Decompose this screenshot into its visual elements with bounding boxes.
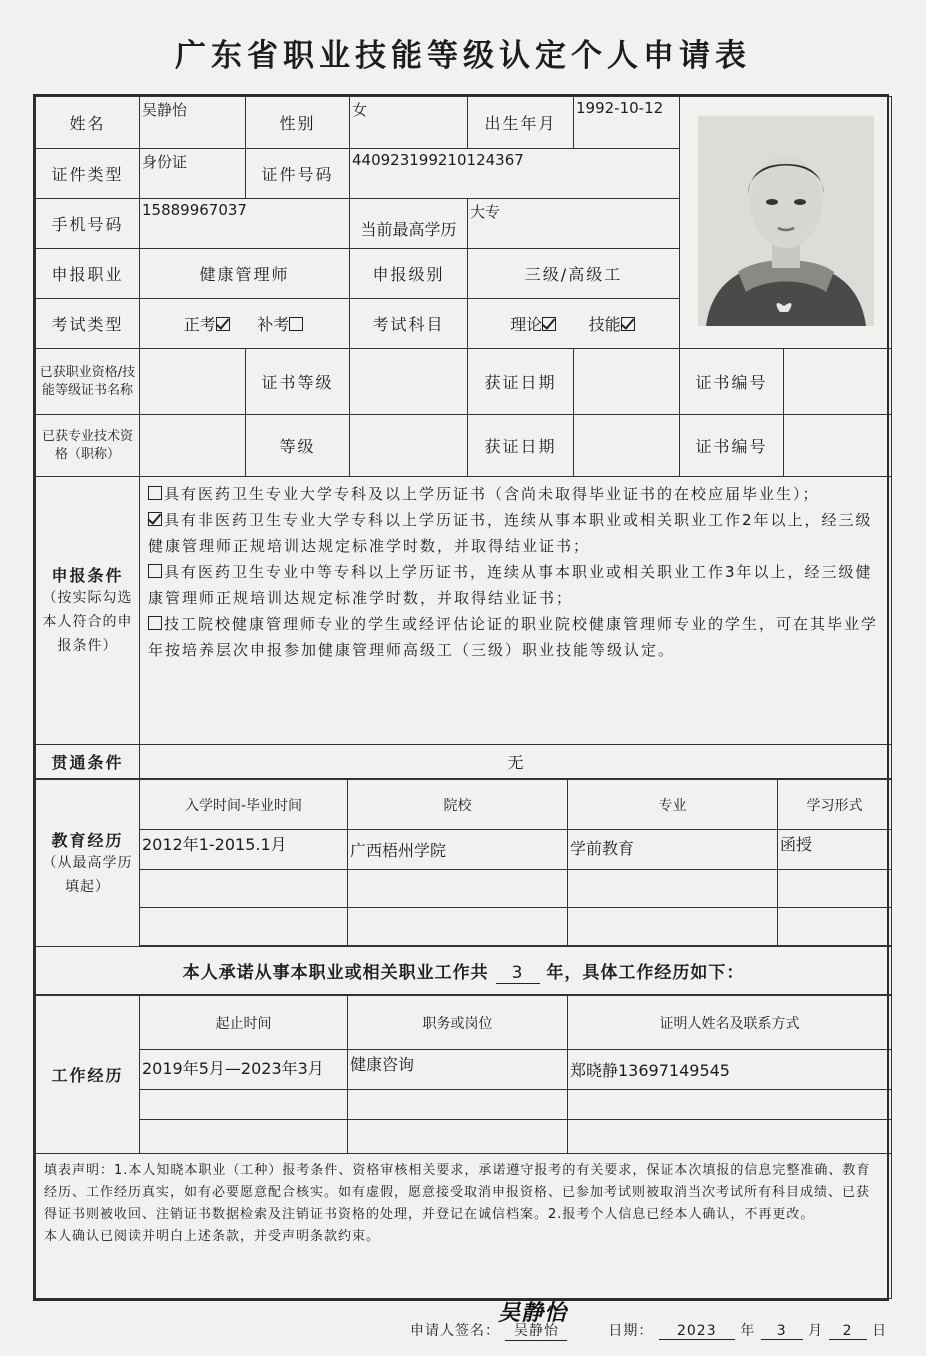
- label-work-history: 工作经历: [36, 996, 140, 1154]
- value-education: 大专: [468, 199, 680, 249]
- value-id-type: 身份证: [140, 149, 246, 199]
- form-title: 广东省职业技能等级认定个人申请表: [175, 38, 751, 74]
- photo-cell: [680, 97, 892, 349]
- subject-skill-label: 技能: [588, 315, 621, 334]
- value-level: 三级/高级工: [468, 249, 680, 299]
- declaration-block: [36, 1154, 892, 1299]
- conditions-list: [140, 477, 892, 745]
- condition-item-2: [148, 507, 881, 559]
- value-cert-no: [784, 349, 892, 415]
- subject-theory-label: 理论: [510, 315, 543, 334]
- label-occupation: 申报职业: [36, 249, 140, 299]
- pledge-years: 3: [496, 963, 540, 984]
- declaration-confirm: 本人确认已阅读并明白上述条款，并受声明条款约束。: [44, 1229, 381, 1244]
- date-label: 日期：: [608, 1323, 654, 1339]
- table-row: [36, 830, 892, 870]
- edu-mode: 函授: [778, 830, 892, 870]
- condition-item-3: [148, 559, 881, 611]
- label-edu-note: （从最高学历填起）: [42, 854, 133, 895]
- work-header-reference: 证明人姓名及联系方式: [568, 996, 892, 1050]
- work-reference: 郑晓静13697149545: [568, 1050, 892, 1090]
- exam-makeup-label: 补考: [257, 315, 290, 334]
- edu-header-major: 专业: [568, 780, 778, 830]
- edu-header-school: 院校: [348, 780, 568, 830]
- label-title-level: 等级: [246, 415, 350, 477]
- work-period: 2019年5月—2023年3月: [140, 1050, 348, 1090]
- value-name: 吴静怡: [140, 97, 246, 149]
- signature-row: [410, 1320, 890, 1341]
- table-row: [36, 870, 892, 908]
- condition-4-checkbox[interactable]: [148, 616, 162, 630]
- condition-2-text: 具有非医药卫生专业大学专科以上学历证书，连续从事本职业或相关职业工作2年以上，经三级健康管理师正规培训达规定标准学时数，并取得结业证书；: [148, 511, 873, 555]
- table-row: [36, 1090, 892, 1120]
- label-conditions: 申报条件: [51, 566, 124, 585]
- edu-school: 广西梧州学院: [348, 830, 568, 870]
- value-gender: 女: [350, 97, 468, 149]
- value-id-no: 440923199210124367: [350, 149, 680, 199]
- application-form: [33, 94, 889, 1301]
- subject-theory-checkbox[interactable]: [542, 317, 556, 331]
- exam-makeup-checkbox[interactable]: [289, 317, 303, 331]
- condition-4-text: 技工院校健康管理师专业的学生或经评估论证的职业院校健康管理师专业的学生，可在其毕业学年按培养层次申报参加健康管理师高级工（三级）职业技能等级认定。: [148, 615, 879, 659]
- value-birth: 1992-10-12: [574, 97, 680, 149]
- edu-period: 2012年1-2015.1月: [140, 830, 348, 870]
- value-cert-level: [350, 349, 468, 415]
- value-title-date: [574, 415, 680, 477]
- label-subjects: 考试科目: [350, 299, 468, 349]
- value-obtained-title: [140, 415, 246, 477]
- table-row: [36, 1050, 892, 1090]
- condition-2-checkbox[interactable]: [148, 512, 162, 526]
- condition-item-4: [148, 611, 881, 663]
- pledge-suffix: 年，具体工作经历如下：: [546, 962, 745, 983]
- pledge-prefix: 本人承诺从事本职业或相关职业工作共: [182, 962, 489, 983]
- label-conditions-note: （按实际勾选本人符合的申报条件）: [42, 590, 133, 654]
- signature-printed: 吴静怡: [505, 1320, 567, 1341]
- label-phone: 手机号码: [36, 199, 140, 249]
- value-title-level: [350, 415, 468, 477]
- label-exam-type: 考试类型: [36, 299, 140, 349]
- condition-item-1: [148, 481, 881, 507]
- label-obtained-title: 已获专业技术资格（职称）: [36, 415, 140, 477]
- edu-major: 学前教育: [568, 830, 778, 870]
- label-through: 贯通条件: [36, 745, 140, 779]
- exam-regular-label: 正考: [183, 315, 216, 334]
- value-phone: 15889967037: [140, 199, 350, 249]
- value-title-no: [784, 415, 892, 477]
- handwritten-signature: 吴静怡: [498, 1300, 568, 1326]
- label-edu-history: 教育经历: [51, 830, 124, 850]
- edu-header-mode: 学习形式: [778, 780, 892, 830]
- date-day: 2: [829, 1323, 867, 1340]
- label-obtained-cert: 已获职业资格/技能等级证书名称: [36, 349, 140, 415]
- condition-1-text: 具有医药卫生专业大学专科及以上学历证书（含尚未取得毕业证书的在校应届毕业生）；: [164, 485, 820, 503]
- label-education: 当前最高学历: [350, 199, 468, 249]
- work-header-position: 职务或岗位: [348, 996, 568, 1050]
- value-occupation: 健康管理师: [140, 249, 350, 299]
- value-cert-date: [574, 349, 680, 415]
- pledge-row: [36, 947, 892, 995]
- table-row: [36, 1120, 892, 1154]
- condition-1-checkbox[interactable]: [148, 486, 162, 500]
- label-cert-level: 证书等级: [246, 349, 350, 415]
- label-name: 姓名: [36, 97, 140, 149]
- label-title-date: 获证日期: [468, 415, 574, 477]
- label-cert-date: 获证日期: [468, 349, 574, 415]
- label-cert-no: 证书编号: [680, 349, 784, 415]
- label-birth: 出生年月: [468, 97, 574, 149]
- label-title-no: 证书编号: [680, 415, 784, 477]
- condition-3-text: 具有医药卫生专业中等专科以上学历证书，连续从事本职业或相关职业工作3年以上，经三级健康管理师正规培训达规定标准学时数，并取得结业证书；: [148, 563, 873, 607]
- exam-regular-checkbox[interactable]: [216, 317, 230, 331]
- signature-label: 申请人签名：: [410, 1323, 500, 1339]
- label-id-type: 证件类型: [36, 149, 140, 199]
- portrait-image: [698, 116, 874, 326]
- exam-type-options: [140, 299, 350, 349]
- subject-skill-checkbox[interactable]: [621, 317, 635, 331]
- date-month: 3: [761, 1323, 803, 1340]
- value-obtained-cert: [140, 349, 246, 415]
- label-id-no: 证件号码: [246, 149, 350, 199]
- date-day-label: 日: [872, 1323, 888, 1339]
- value-through: 无: [140, 745, 892, 779]
- applicant-photo: [698, 116, 874, 326]
- condition-3-checkbox[interactable]: [148, 564, 162, 578]
- work-position: 健康咨询: [348, 1050, 568, 1090]
- date-year: 2023: [659, 1323, 735, 1340]
- date-month-label: 月: [808, 1323, 824, 1339]
- subject-options: [468, 299, 680, 349]
- edu-header-period: 入学时间-毕业时间: [140, 780, 348, 830]
- label-gender: 性别: [246, 97, 350, 149]
- declaration-text: 填表声明：1.本人知晓本职业（工种）报考条件、资格审核相关要求，承诺遵守报考的有关要求，保证本次填报的信息完整准确、教育经历、工作经历真实，如有必要愿意配合核实。如有虚假，愿意接受取消申报资格、已参加考试则被取消当次考试所有科目成绩、已获得证书则被收回、注销证书数据检索及注销证书资格的处理，并登记在诚信档案。2.报考个人信息已经本人确认，不再更改。: [44, 1163, 871, 1222]
- date-year-label: 年: [740, 1323, 756, 1339]
- work-header-period: 起止时间: [140, 996, 348, 1050]
- conditions-label-cell: [36, 477, 140, 745]
- label-level: 申报级别: [350, 249, 468, 299]
- edu-label-cell: [36, 780, 140, 947]
- table-row: [36, 908, 892, 946]
